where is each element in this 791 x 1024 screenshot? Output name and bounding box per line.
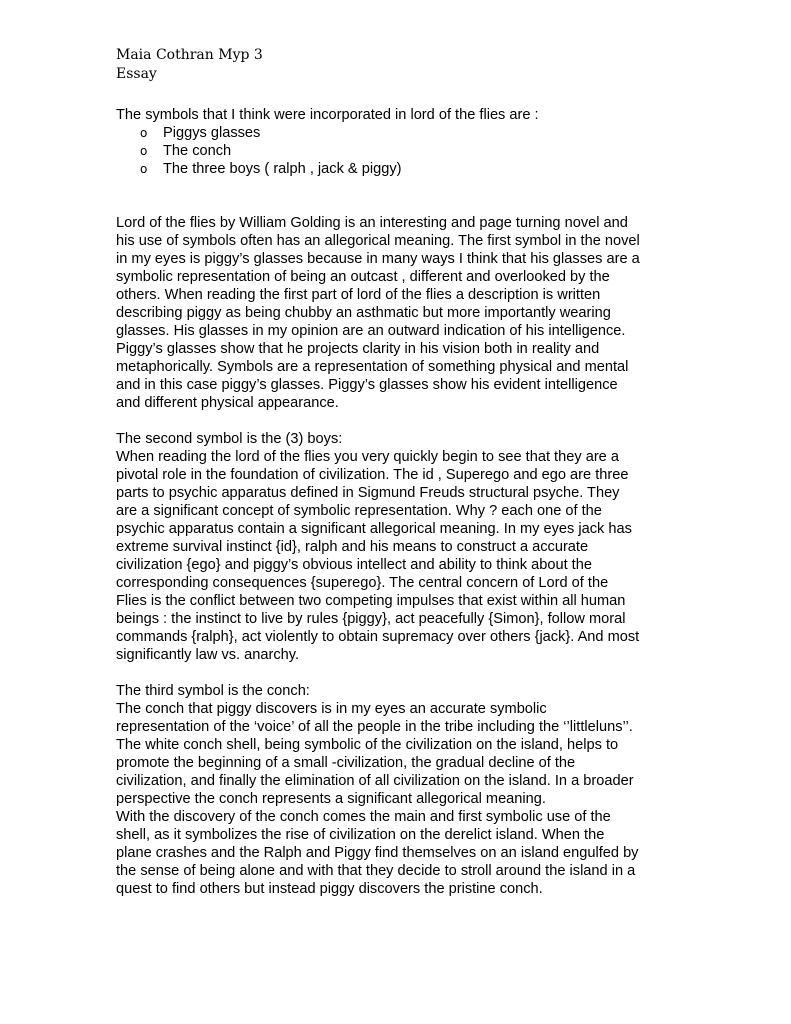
list-item-label: The conch bbox=[163, 143, 232, 159]
text-line: and different physical appearance. bbox=[116, 395, 339, 411]
bullet-o-icon: o bbox=[140, 162, 148, 176]
text-line: symbolic representation of being an outcast , different and overlooked by the bbox=[116, 269, 610, 285]
list-item bbox=[140, 160, 686, 178]
text-line: perspective the conch represents a significant allegorical meaning. bbox=[116, 791, 546, 807]
text-line: and in this case piggy’s glasses. Piggy’s glasses show his evident intelligence bbox=[116, 377, 618, 393]
text-line: glasses. His glasses in my opinion are an outward indication of his intelligence. bbox=[116, 323, 626, 339]
text-line: are a significant concept of symbolic representation. Why ? each one of the bbox=[116, 503, 602, 519]
text-line: his use of symbols often has an allegorical meaning. The first symbol in the novel bbox=[116, 233, 640, 249]
text-line: Piggy’s glasses show that he projects clarity in his vision both in reality and bbox=[116, 341, 600, 357]
text-line: the sense of being alone and with that they decide to stroll around the island in a bbox=[116, 863, 636, 879]
text-line: parts to psychic apparatus defined in Sigmund Freuds structural psyche. They bbox=[116, 485, 620, 501]
bullet-o-icon: o bbox=[140, 144, 148, 158]
text-line: The white conch shell, being symbolic of the civilization on the island, helps to bbox=[116, 737, 619, 753]
text-line: psychic apparatus contain a significant allegorical meaning. In my eyes jack has bbox=[116, 521, 632, 537]
text-line: pivotal role in the foundation of civilization. The id , Superego and ego are three bbox=[116, 467, 629, 483]
text-line: commands {ralph}, act violently to obtain supremacy over others {jack}. And most bbox=[116, 629, 640, 645]
author-line: Maia Cothran Myp 3 bbox=[116, 47, 263, 63]
text-line: Flies is the conflict between two competing impulses that exist within all human bbox=[116, 593, 626, 609]
text-line: in my eyes is piggy’s glasses because in many ways I think that his glasses are a bbox=[116, 251, 640, 267]
list-item bbox=[140, 142, 686, 160]
text-line: promote the beginning of a small -civilization, the gradual decline of the bbox=[116, 755, 576, 771]
text-line: civilization {ego} and piggy’s obvious intellect and ability to think about the bbox=[116, 557, 592, 573]
paragraph-glasses bbox=[116, 214, 686, 412]
text-line: quest to find others but instead piggy discovers the pristine conch. bbox=[116, 881, 543, 897]
bullet-o-icon: o bbox=[140, 126, 148, 140]
text-line: metaphorically. Symbols are a representation of something physical and mental bbox=[116, 359, 629, 375]
text-line: The conch that piggy discovers is in my eyes an accurate symbolic bbox=[116, 701, 547, 717]
text-line: representation of the ‘voice’ of all the people in the tribe including the ‘’littleluns’’. bbox=[116, 719, 633, 735]
text-line: shell, as it symbolizes the rise of civilization on the derelict island. When the bbox=[116, 827, 605, 843]
text-line: describing piggy as being chubby an asthmatic but more importantly wearing bbox=[116, 305, 611, 321]
text-line: Lord of the flies by William Golding is an interesting and page turning novel and bbox=[116, 215, 628, 231]
text-line: The third symbol is the conch: bbox=[116, 683, 310, 699]
text-line: significantly law vs. anarchy. bbox=[116, 647, 300, 663]
text-line: plane crashes and the Ralph and Piggy find themselves on an island engulfed by bbox=[116, 845, 639, 861]
text-line: extreme survival instinct {id}, ralph and his means to construct a accurate bbox=[116, 539, 589, 555]
paragraph-three-boys bbox=[116, 430, 686, 664]
text-line: When reading the lord of the flies you very quickly begin to see that they are a bbox=[116, 449, 619, 465]
text-line: others. When reading the first part of lord of the flies a description is written bbox=[116, 287, 601, 303]
text-line: With the discovery of the conch comes the main and first symbolic use of the bbox=[116, 809, 611, 825]
text-line: civilization, and finally the elimination of all civilization on the island. In a broader bbox=[116, 773, 634, 789]
list-item bbox=[140, 124, 686, 142]
document-page bbox=[116, 46, 686, 898]
paragraph-conch bbox=[116, 682, 686, 898]
list-item-label: Piggys glasses bbox=[163, 125, 261, 141]
document-type-line: Essay bbox=[116, 66, 157, 82]
list-item-label: The three boys ( ralph , jack & piggy) bbox=[163, 161, 402, 177]
symbol-list bbox=[116, 124, 686, 178]
text-line: beings : the instinct to live by rules {piggy}, act peacefully {Simon}, follow moral bbox=[116, 611, 626, 627]
text-line: The second symbol is the (3) boys: bbox=[116, 431, 343, 447]
intro-sentence: The symbols that I think were incorporated in lord of the flies are : bbox=[116, 107, 539, 123]
text-line: corresponding consequences {superego}. The central concern of Lord of the bbox=[116, 575, 609, 591]
